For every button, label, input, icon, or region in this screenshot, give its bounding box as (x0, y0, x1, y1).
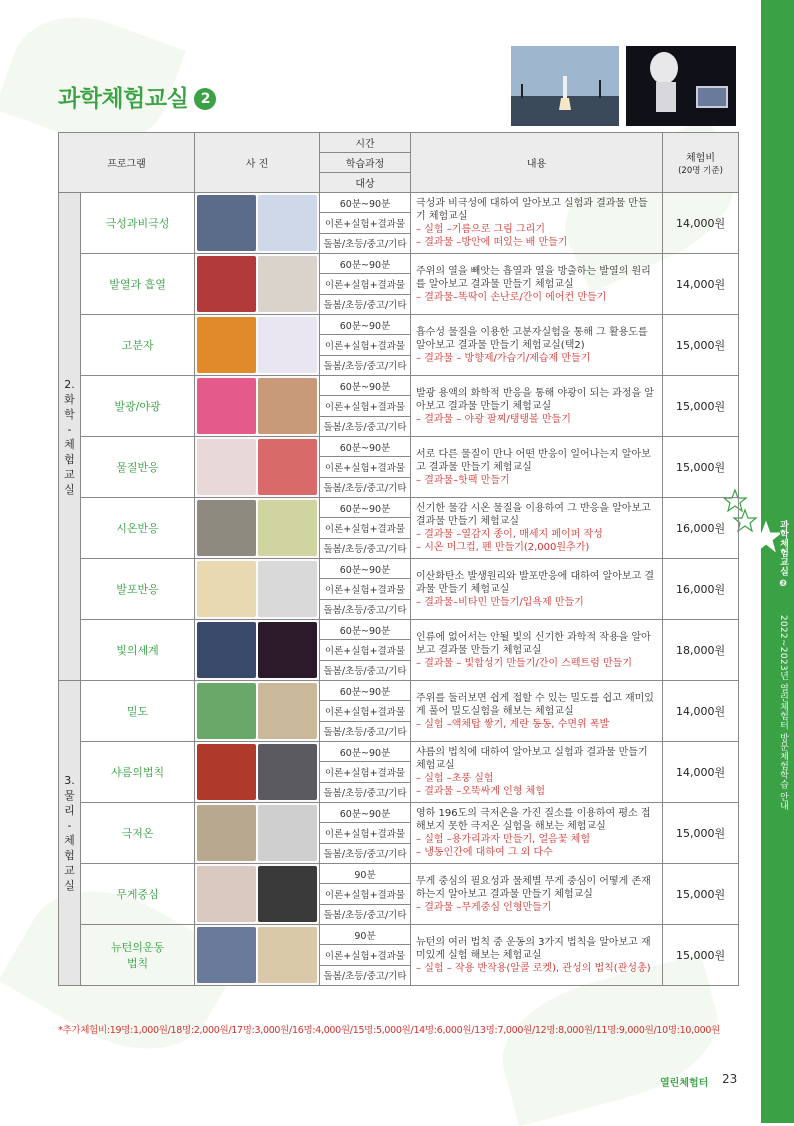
photo-image (197, 561, 256, 617)
target-cell: 돌봄/초등/중고/기타 (320, 660, 411, 680)
photo-image (197, 683, 256, 739)
duration-cell: 60분~90분 (320, 620, 411, 640)
highlight-line: – 결과물–똑딱이 손난로/간이 에어컨 만들기 (416, 291, 607, 303)
header-program: 프로그램 (59, 133, 195, 193)
photo-image (197, 195, 256, 251)
description-text: 샤름의 법칙에 대하여 알아보고 실험과 결과물 만들기 체험교실 (416, 747, 648, 771)
photo-image (197, 256, 256, 312)
program-name: 시온반응 (81, 498, 195, 559)
highlight-line: – 냉동인간에 대하여 그 외 다수 (416, 847, 553, 858)
duration-cell: 60분~90분 (320, 681, 411, 701)
fee-cell: 15,000원 (663, 803, 739, 864)
table-row (59, 498, 739, 518)
description-text: 주위를 둘러보면 쉽게 접할 수 있는 밀도를 쉽고 재미있게 풀어 밀도실험을 해보는 체험교실 (416, 692, 654, 717)
highlight-line: – 결과물 –오뚝싸게 인형 체험 (416, 786, 545, 797)
program-name: 극성과비극성 (81, 193, 195, 254)
highlight-line: – 결과물 – 빛합성기 만들기/간이 스펙트럼 만들기 (416, 657, 632, 669)
duration-cell: 60분~90분 (320, 315, 411, 335)
description-cell (411, 925, 663, 986)
highlight-line: – 결과물 – 방향제/가습기/제습제 만들기 (416, 352, 591, 364)
photo-image (197, 317, 256, 373)
header-fee (663, 133, 739, 193)
photo-image (258, 317, 317, 373)
photo-image (258, 866, 317, 922)
fee-cell: 14,000원 (663, 742, 739, 803)
program-photo (195, 803, 320, 864)
table-row (59, 254, 739, 274)
fee-cell: 14,000원 (663, 254, 739, 315)
description-text: 이산화탄소 발생원리와 발포반응에 대하여 알아보고 결과물 만들기 체험교실 (416, 570, 655, 595)
photo-image (197, 744, 256, 800)
header-time: 시간 (320, 133, 411, 153)
program-name: 발광/야광 (81, 376, 195, 437)
fee-cell: 16,000원 (663, 498, 739, 559)
course-cell: 이론+실험+결과물 (320, 518, 411, 538)
highlight-line: – 시온 머그컵, 펜 만들기(2,000원추가) (416, 542, 590, 553)
description-text: 신기한 물감 시온 물질을 이용하여 그 반응을 알아보고 결과물 만들기 체험교실 (416, 503, 651, 527)
course-cell: 이론+실험+결과물 (320, 579, 411, 599)
program-name: 고분자 (81, 315, 195, 376)
highlight-line: – 결과물–비타민 만들기/입욕제 만들기 (416, 596, 584, 608)
table-row (59, 559, 739, 579)
program-photo (195, 864, 320, 925)
highlight-line: – 실험 –용가리과자 만들기, 얼음꽃 체험 (416, 834, 590, 845)
photo-image (197, 805, 256, 861)
description-text: 극성과 비극성에 대하여 알아보고 실험과 결과물 만들기 체험교실 (416, 198, 648, 222)
duration-cell: 60분~90분 (320, 742, 411, 762)
photo-image (197, 378, 256, 434)
fee-cell: 15,000원 (663, 437, 739, 498)
program-photo (195, 742, 320, 803)
description-text: 무게 중심의 필요성과 물체별 무게 중심이 어떻게 존재하는지 알아보고 결과물 만들기 체험교실 (416, 875, 651, 900)
table-row (59, 437, 739, 457)
description-text: 뉴턴의 여러 법칙 중 운동의 3가지 법칙을 알아보고 재미있게 실험 해보는 체험교실 (416, 936, 651, 961)
photo-image (258, 439, 317, 495)
description-cell (411, 193, 663, 254)
fee-cell: 14,000원 (663, 193, 739, 254)
photo-image (258, 256, 317, 312)
description-cell (411, 498, 663, 559)
program-name: 뉴턴의운동 법칙 (81, 925, 195, 986)
category-label: 2. 화 학 - 체 험 교 실 (59, 193, 81, 681)
target-cell: 돌봄/초등/중고/기타 (320, 599, 411, 619)
highlight-line: – 결과물 –무게중심 인형만들기 (416, 901, 552, 913)
duration-cell: 60분~90분 (320, 437, 411, 457)
section-number-badge: 2 (194, 88, 216, 110)
table-row (59, 925, 739, 945)
duration-cell: 90분 (320, 925, 411, 945)
fee-cell: 18,000원 (663, 620, 739, 681)
table-row (59, 620, 739, 640)
table-row (59, 376, 739, 396)
header-photo: 사 진 (195, 133, 320, 193)
course-cell: 이론+실험+결과물 (320, 335, 411, 355)
description-text: 서로 다른 물질이 만나 어떤 반응이 일어나는지 알아보고 결과물 만들기 체험교실 (416, 448, 651, 473)
additional-fee-note: *추가체험비:19명:1,000원/18명:2,000원/17명:3,000원/16명:4,000원/15명:5,000원/14명:6,000원/13명:7,000원/12명:8,000원/11명:9,000원/10명:10,000원 (58, 1025, 720, 1036)
duration-cell: 90분 (320, 864, 411, 884)
course-cell: 이론+실험+결과물 (320, 945, 411, 965)
table-row (59, 864, 739, 884)
fee-cell: 15,000원 (663, 925, 739, 986)
photo-image (258, 561, 317, 617)
header-target: 대상 (320, 173, 411, 193)
photo-image (258, 195, 317, 251)
table-row (59, 681, 739, 701)
target-cell: 돌봄/초등/중고/기타 (320, 721, 411, 741)
program-name: 빛의세계 (81, 620, 195, 681)
highlight-line: – 실험 –기름으로 그림 그리기 (416, 224, 545, 235)
photo-image (258, 683, 317, 739)
program-table (58, 132, 739, 986)
target-cell: 돌봄/초등/중고/기타 (320, 233, 411, 253)
course-cell: 이론+실험+결과물 (320, 213, 411, 233)
table-row (59, 803, 739, 823)
photo-image (197, 500, 256, 556)
target-cell: 돌봄/초등/중고/기타 (320, 538, 411, 558)
fee-cell: 15,000원 (663, 376, 739, 437)
brand-logo: 열린체험터 (660, 1078, 709, 1089)
side-caption (777, 520, 790, 811)
photo-image (258, 500, 317, 556)
rocket-launch-image (511, 46, 619, 126)
description-cell (411, 620, 663, 681)
description-cell (411, 742, 663, 803)
description-cell (411, 376, 663, 437)
program-photo (195, 254, 320, 315)
photo-image (258, 622, 317, 678)
program-photo (195, 681, 320, 742)
program-name: 샤름의법칙 (81, 742, 195, 803)
robot-image (626, 46, 736, 126)
program-name: 극저온 (81, 803, 195, 864)
description-cell (411, 864, 663, 925)
description-text: 영하 196도의 극저온을 가진 질소를 이용하여 평소 접해보지 못한 극저온 실험을 해보는 체험교실 (416, 808, 651, 832)
course-cell: 이론+실험+결과물 (320, 884, 411, 904)
description-text: 인류에 없어서는 안될 빛의 신기한 과학적 작용을 알아보고 결과물 만들기 체험교실 (416, 631, 651, 656)
target-cell: 돌봄/초등/중고/기타 (320, 843, 411, 863)
program-photo (195, 193, 320, 254)
description-text: 주위의 열을 빼앗는 흡열과 열을 방출하는 발열의 원리를 알아보고 결과물 만들기 체험교실 (416, 265, 651, 290)
program-name: 발열과 흡열 (81, 254, 195, 315)
course-cell: 이론+실험+결과물 (320, 274, 411, 294)
description-text: 흡수성 물질을 이용한 고분자실험을 통해 그 활용도를 알아보고 결과물 만들기 체험교실(택2) (416, 326, 648, 351)
course-cell: 이론+실험+결과물 (320, 823, 411, 843)
fee-cell: 15,000원 (663, 864, 739, 925)
table-row (59, 742, 739, 762)
page-title-text: 과학체험교실 (58, 86, 189, 112)
course-cell: 이론+실험+결과물 (320, 640, 411, 660)
program-photo (195, 437, 320, 498)
target-cell: 돌봄/초등/중고/기타 (320, 355, 411, 375)
table-row (59, 193, 739, 213)
course-cell: 이론+실험+결과물 (320, 457, 411, 477)
description-cell (411, 437, 663, 498)
highlight-line: – 실험 –초풍 실험 (416, 773, 494, 784)
header-fee-label: 체험비 (686, 153, 715, 164)
fee-cell: 14,000원 (663, 681, 739, 742)
duration-cell: 60분~90분 (320, 803, 411, 823)
side-chapter-label: 과학체험교실 ❷ (778, 520, 788, 590)
course-cell: 이론+실험+결과물 (320, 762, 411, 782)
program-photo (195, 620, 320, 681)
table-row (59, 315, 739, 335)
duration-cell: 60분~90분 (320, 376, 411, 396)
fee-cell: 16,000원 (663, 559, 739, 620)
fee-cell: 15,000원 (663, 315, 739, 376)
course-cell: 이론+실험+결과물 (320, 396, 411, 416)
description-cell (411, 559, 663, 620)
program-photo (195, 376, 320, 437)
target-cell: 돌봄/초등/중고/기타 (320, 416, 411, 436)
photo-image (258, 378, 317, 434)
photo-image (258, 927, 317, 983)
duration-cell: 60분~90분 (320, 254, 411, 274)
photo-image (197, 622, 256, 678)
course-cell: 이론+실험+결과물 (320, 701, 411, 721)
program-photo (195, 925, 320, 986)
highlight-line: – 실험 – 작용 반작용(알콜 로켓), 관성의 법칙(관성총) (416, 962, 651, 974)
program-name: 물질반응 (81, 437, 195, 498)
target-cell: 돌봄/초등/중고/기타 (320, 782, 411, 802)
duration-cell: 60분~90분 (320, 559, 411, 579)
description-cell (411, 315, 663, 376)
program-photo (195, 315, 320, 376)
header-content: 내용 (411, 133, 663, 193)
highlight-line: – 결과물 –방안에 떠있는 배 만들기 (416, 237, 568, 248)
highlight-line: – 실험 –액체탑 쌓기, 계란 동동, 수면위 폭발 (416, 718, 610, 730)
description-cell (411, 803, 663, 864)
header-fee-sub: (20명 기준) (678, 166, 723, 176)
description-text: 발광 용액의 화학적 반응을 통해 야광이 되는 과정을 알아보고 결과물 만들기 체험교실 (416, 387, 654, 412)
duration-cell: 60분~90분 (320, 498, 411, 518)
page-title (58, 80, 216, 113)
highlight-line: – 결과물 – 야광 팔찌/탱탱볼 만들기 (416, 413, 571, 425)
target-cell: 돌봄/초등/중고/기타 (320, 965, 411, 985)
target-cell: 돌봄/초등/중고/기타 (320, 904, 411, 924)
photo-image (258, 805, 317, 861)
target-cell: 돌봄/초등/중고/기타 (320, 294, 411, 314)
program-photo (195, 559, 320, 620)
description-cell (411, 254, 663, 315)
highlight-line: – 결과물 –열감지 종이, 매세지 페이퍼 작성 (416, 529, 603, 540)
photo-image (197, 866, 256, 922)
target-cell: 돌봄/초등/중고/기타 (320, 477, 411, 497)
duration-cell: 60분~90분 (320, 193, 411, 213)
program-name: 밀도 (81, 681, 195, 742)
program-photo (195, 498, 320, 559)
photo-image (197, 927, 256, 983)
highlight-line: – 결과물–핫팩 만들기 (416, 474, 510, 486)
header-course: 학습과정 (320, 153, 411, 173)
program-name: 무게중심 (81, 864, 195, 925)
photo-image (197, 439, 256, 495)
photo-image (258, 744, 317, 800)
page-number: 23 (722, 1072, 738, 1086)
program-name: 발포반응 (81, 559, 195, 620)
side-band (761, 0, 794, 1123)
category-label: 3. 물 리 - 체 험 교 실 (59, 681, 81, 986)
description-cell (411, 681, 663, 742)
side-guide-label: 2022~2023년 열린체험터 방문체험학습 안내 (778, 614, 788, 811)
